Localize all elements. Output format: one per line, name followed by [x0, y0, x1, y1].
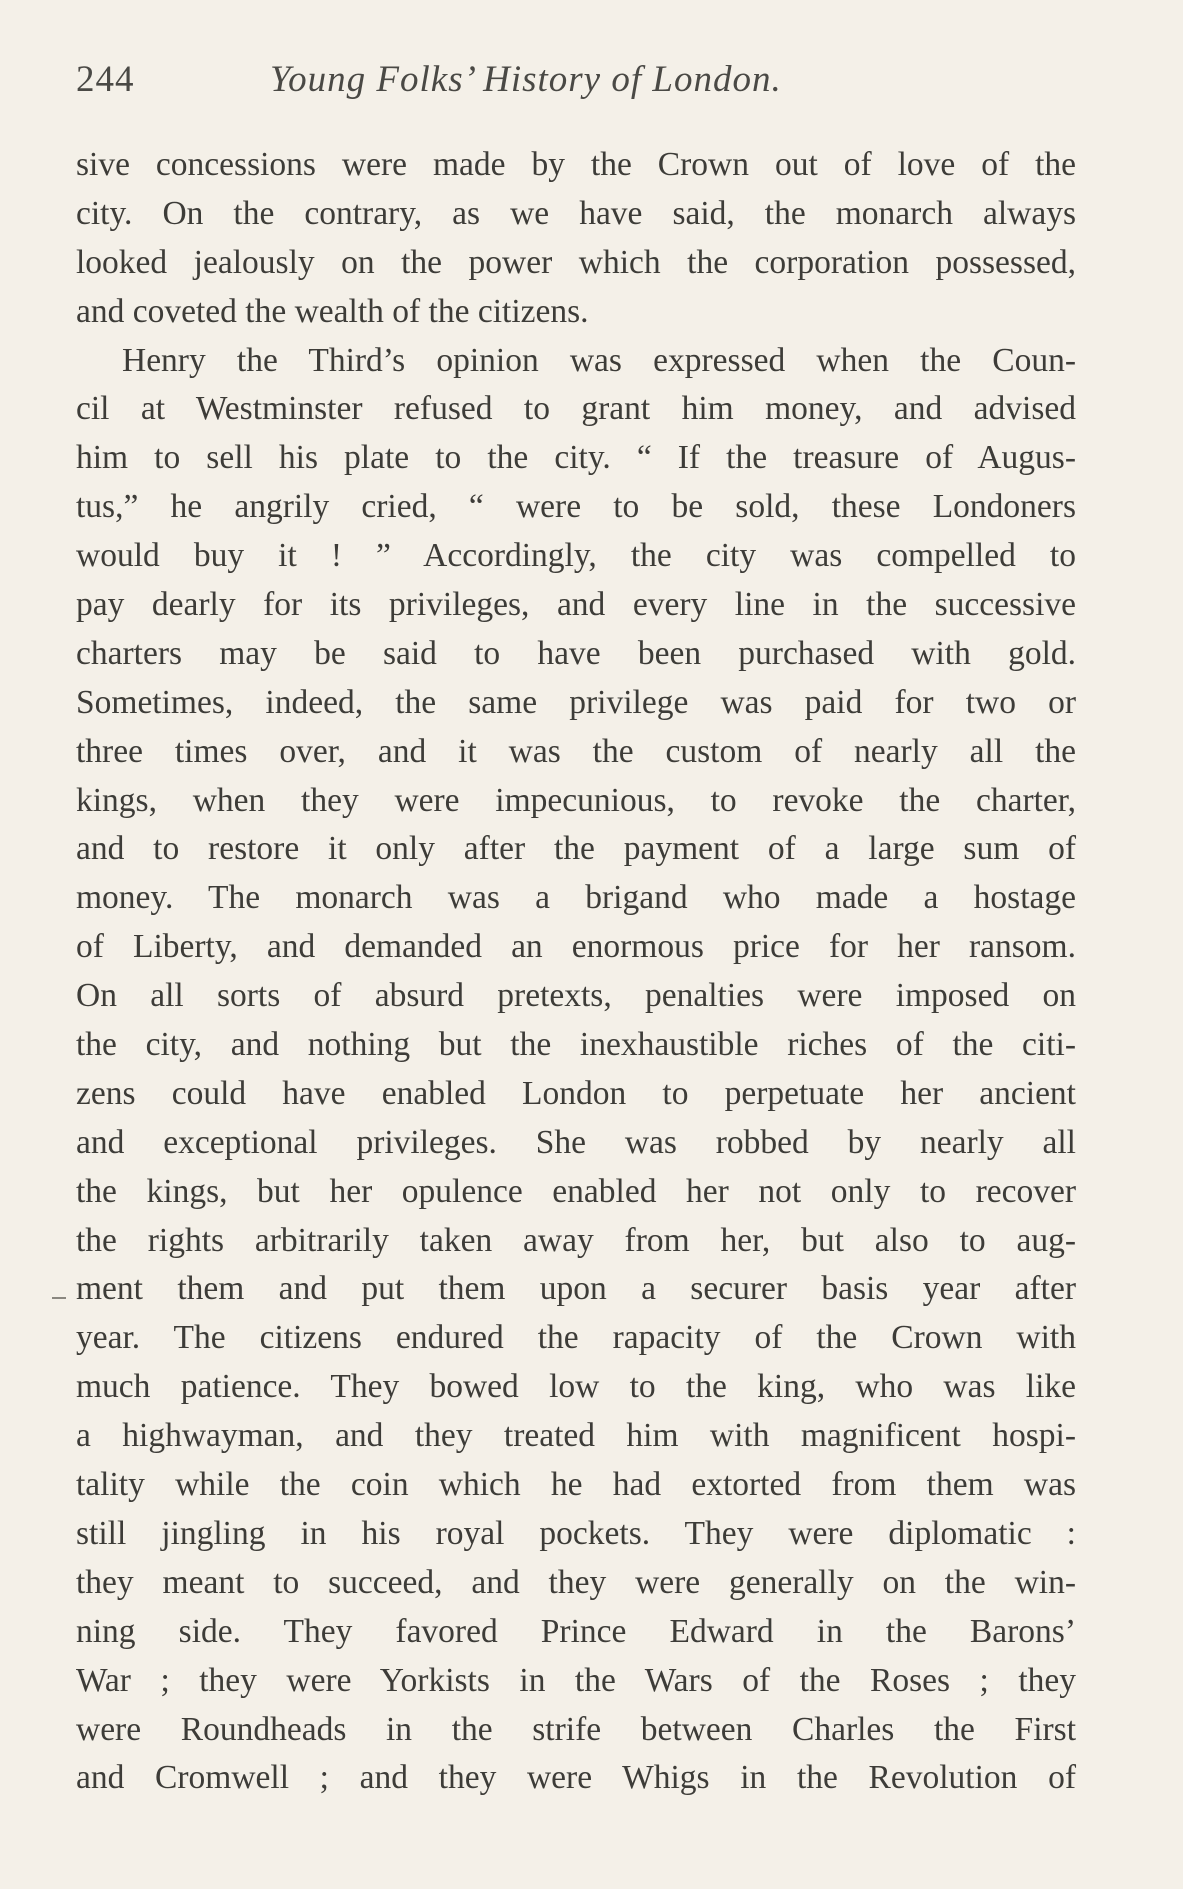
text-line: On all sorts of absurd pretexts, penalties were imposed on [76, 977, 1076, 1015]
text-line: tality while the coin which he had extorted from them was [76, 1466, 1076, 1504]
text-line: Henry the Third’s opinion was expressed when the Coun- [122, 341, 1076, 379]
text-line: still jingling in his royal pockets. They were diplomatic : [76, 1514, 1076, 1552]
text-line: city. On the contrary, as we have said, the monarch always [76, 194, 1076, 232]
text-line: money. The monarch was a brigand who made a hostage [76, 879, 1076, 917]
text-line: War ; they were Yorkists in the Wars of the Roses ; they [76, 1661, 1076, 1699]
text-line: a highwayman, and they treated him with magnificent hospi- [76, 1417, 1076, 1455]
text-line: and coveted the wealth of the citizens. [76, 292, 589, 330]
text-line: would buy it ! ” Accordingly, the city was compelled to [76, 537, 1076, 575]
text-line: sive concessions were made by the Crown out of love of the [76, 146, 1076, 183]
text-line: and to restore it only after the payment of a large sum of [76, 830, 1076, 868]
body-text [76, 141, 1076, 1803]
running-head [76, 58, 1076, 108]
margin-mark [52, 1297, 66, 1299]
text-line: year. The citizens endured the rapacity of the Crown with [76, 1319, 1076, 1357]
text-line: cil at Westminster refused to grant him money, and advised [76, 390, 1076, 428]
text-line: him to sell his plate to the city. “ If the treasure of Augus- [76, 439, 1076, 477]
text-line: the kings, but her opulence enabled her not only to recover [76, 1172, 1076, 1210]
text-line: ning side. They favored Prince Edward in the Barons’ [76, 1612, 1076, 1650]
text-line: much patience. They bowed low to the king, who was like [76, 1368, 1076, 1406]
text-line: zens could have enabled London to perpetuate her ancient [76, 1074, 1076, 1112]
running-title: Young Folks’ History of London. [270, 59, 782, 100]
text-line: three times over, and it was the custom of nearly all the [76, 732, 1076, 770]
text-line: kings, when they were impecunious, to revoke the charter, [76, 781, 1076, 819]
page-number: 244 [76, 59, 135, 100]
text-line: were Roundheads in the strife between Charles the First [76, 1710, 1076, 1748]
text-line: tus,” he angrily cried, “ were to be sold, these Londoners [76, 488, 1076, 526]
text-line: ment them and put them upon a securer basis year after [76, 1270, 1076, 1308]
text-line: and exceptional privileges. She was robbed by nearly all [76, 1123, 1076, 1161]
text-line: the city, and nothing but the inexhaustible riches of the citi- [76, 1026, 1076, 1064]
text-line: charters may be said to have been purchased with gold. [76, 634, 1076, 672]
text-line: the rights arbitrarily taken away from her, but also to aug- [76, 1221, 1076, 1259]
text-line: they meant to succeed, and they were generally on the win- [76, 1563, 1076, 1601]
text-line: looked jealously on the power which the corporation possessed, [76, 243, 1076, 281]
text-line: of Liberty, and demanded an enormous price for her ransom. [76, 928, 1076, 966]
text-line: and Cromwell ; and they were Whigs in the Revolution of [76, 1759, 1076, 1797]
text-line: pay dearly for its privileges, and every line in the successive [76, 586, 1076, 624]
text-line: Sometimes, indeed, the same privilege was paid for two or [76, 683, 1076, 721]
